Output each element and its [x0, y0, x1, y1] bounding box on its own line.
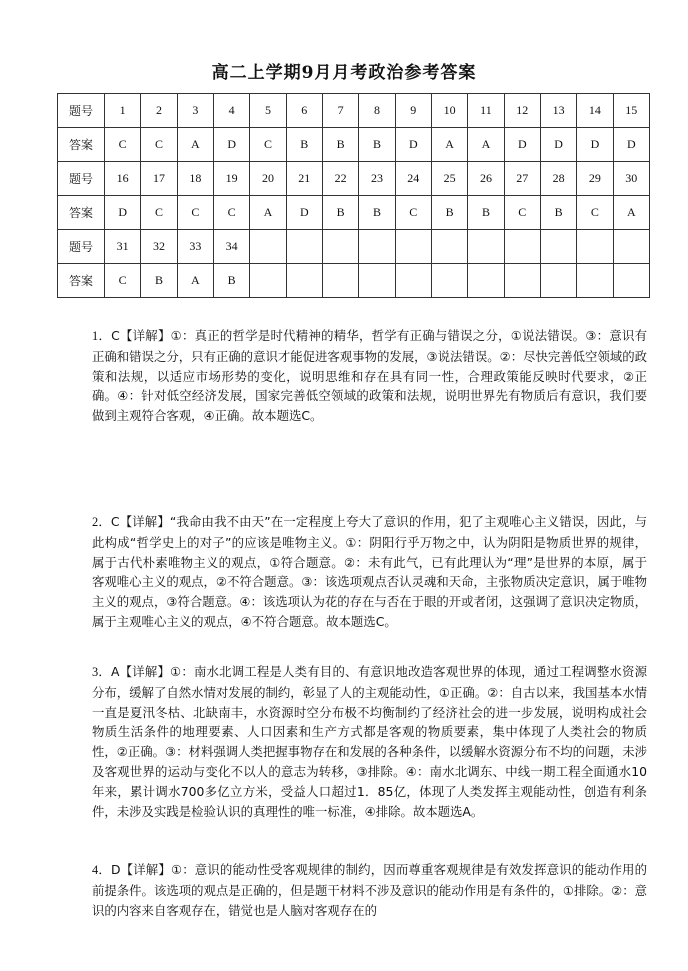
answer-table-cell [504, 264, 540, 298]
answer-table-cell: D [613, 128, 649, 162]
explanation-header: 【详解】 [119, 514, 170, 529]
answer-table-cell: 10 [431, 94, 467, 128]
answer-table-cell [286, 264, 322, 298]
answer-table-cell: B [359, 196, 395, 230]
answer-table-cell [613, 230, 649, 264]
answer-table [57, 93, 650, 298]
answer-table-cell: 2 [141, 94, 177, 128]
answer-table-cell: 24 [395, 162, 431, 196]
answer-table-cell: 4 [213, 94, 249, 128]
answer-table-cell: A [177, 128, 213, 162]
answer-table-cell: C [105, 128, 141, 162]
answer-table-cell: 13 [540, 94, 576, 128]
explanation-header: 【详解】 [119, 328, 171, 343]
answer-table-cell: D [504, 128, 540, 162]
answer-table-cell [577, 230, 613, 264]
answer-table-cell [431, 264, 467, 298]
answer-table-cell: D [286, 196, 322, 230]
row-label: 答案 [58, 196, 105, 230]
answer-table-cell [395, 230, 431, 264]
row-label: 答案 [58, 128, 105, 162]
answer-table-cell: D [395, 128, 431, 162]
answer-table-cell [359, 230, 395, 264]
answer-table-cell: 17 [141, 162, 177, 196]
answer-table-cell: C [577, 196, 613, 230]
answer-table-cell: C [141, 128, 177, 162]
answer-table-cell [250, 264, 286, 298]
explanation-number: 1． [92, 329, 112, 343]
answer-table-cell: D [213, 128, 249, 162]
answer-table-cell: 8 [359, 94, 395, 128]
answer-table-cell: 34 [213, 230, 249, 264]
answer-table-row [58, 162, 650, 196]
answer-table-cell: D [105, 196, 141, 230]
answer-table-cell: D [540, 128, 576, 162]
explanation-item-1 [92, 326, 647, 426]
explanation-text: ①：南水北调工程是人类有目的、有意识地改造客观世界的体现，通过工程调整水资源分布，缓解了自然水情对发展的制约，彰显了人的主观能动性，①正确。②：自古以来，我国基本水情一直是夏汛冬枯、北缺南丰，水资源时空分布极不均衡制约了经济社会的进一步发展，说明构成社会物质生活条件的地理要素、人口因素和生产方式都是客观的物质要素，集中体现了人类社会的物质性，②正确。③：材料强调人类把握事物存在和发展的各种条件，以缓解水资源分布不均的问题，未涉及客观世界的运动与变化不以人的意志为转移，③排除。④：南水北调东、中线一期工程全面通水10年来，累计调水700多亿立方米，受益人口超过1．85亿，体现了人类发挥主观能动性，创造有利条件，未涉及实践是检验认识的真理性的唯一标准，④排除。故本题选A。 [92, 664, 648, 819]
answer-table-cell: 31 [105, 230, 141, 264]
answer-table-cell: B [322, 196, 358, 230]
answer-table-cell: 20 [250, 162, 286, 196]
answer-table-cell: C [250, 128, 286, 162]
answer-table-row [58, 230, 650, 264]
explanation-text: “我命由我不由天”在一定程度上夸大了意识的作用，犯了主观唯心主义错误，因此，与此构成“哲学史上的对子”的应该是唯物主义。①：阴阳行乎万物之中，认为阴阳是物质世界的规律，属于古代朴素唯物主义的观点，①符合题意。②：未有此气，已有此理认为“理”是世界的本原，属于客观唯心主义的观点，②不符合题意。③：该选项观点否认灵魂和天命，主张物质决定意识，属于唯物主义的观点，③符合题意。④：该选项认为花的存在与否在于眼的开或者闭，这强调了意识决定物质，属于主观唯心主义的观点，④不符合题意。故本题选C。 [92, 514, 648, 629]
answer-table-cell: C [213, 196, 249, 230]
answer-table-cell [540, 230, 576, 264]
explanation-answer: C [110, 514, 120, 529]
explanation-answer: A [111, 664, 120, 679]
explanation-header: 【详解】 [119, 664, 171, 679]
answer-table-cell [359, 264, 395, 298]
answer-table-cell: A [177, 264, 213, 298]
answer-table-cell: B [141, 264, 177, 298]
answer-table-cell: 16 [105, 162, 141, 196]
answer-table-cell: 23 [359, 162, 395, 196]
answer-table-cell: 6 [286, 94, 322, 128]
answer-table-row [58, 128, 650, 162]
explanation-item-2 [92, 512, 647, 632]
answer-table-cell: B [540, 196, 576, 230]
row-label: 题号 [58, 230, 105, 264]
answer-table-cell [286, 230, 322, 264]
row-label: 题号 [58, 162, 105, 196]
answer-table-cell: 12 [504, 94, 540, 128]
answer-table-cell: B [322, 128, 358, 162]
answer-table-cell: B [431, 196, 467, 230]
answer-table-cell: C [177, 196, 213, 230]
answer-table-cell [468, 264, 504, 298]
answer-table-cell: 33 [177, 230, 213, 264]
answer-table-cell [504, 230, 540, 264]
answer-table-cell: 9 [395, 94, 431, 128]
answer-table-cell: 14 [577, 94, 613, 128]
answer-table-cell: 18 [177, 162, 213, 196]
answer-table-cell: 29 [577, 162, 613, 196]
answer-table-cell [395, 264, 431, 298]
answer-table-cell: B [468, 196, 504, 230]
answer-table-cell [468, 230, 504, 264]
answer-table-cell: 22 [322, 162, 358, 196]
answer-table-cell: 7 [322, 94, 358, 128]
answer-table-cell [613, 264, 649, 298]
answer-table-row [58, 94, 650, 128]
answer-table-cell: C [141, 196, 177, 230]
row-label: 题号 [58, 94, 105, 128]
answer-table-cell: 30 [613, 162, 649, 196]
answer-table-cell: 11 [468, 94, 504, 128]
answer-table-cell: 28 [540, 162, 576, 196]
explanation-answer: D [110, 862, 121, 877]
answer-table-cell: 19 [213, 162, 249, 196]
answer-table-cell: D [577, 128, 613, 162]
answer-table-cell: 25 [431, 162, 467, 196]
explanation-header: 【详解】 [120, 862, 171, 877]
answer-table-cell [250, 230, 286, 264]
explanation-answer: C [111, 328, 120, 343]
explanation-text: ①：真正的哲学是时代精神的精华，哲学有正确与错误之分，①说法错误。③：意识有正确和错误之分，只有正确的意识才能促进客观事物的发展，③说法错误。②：尽快完善低空领域的政策和法规，以适应市场形势的变化，说明思维和存在具有同一性，合理政策能反映时代要求，②正确。④：针对低空经济发展，国家完善低空领域的政策和法规，说明世界先有物质后有意识，我们要做到主观符合客观，④正确。故本题选C。 [92, 328, 648, 424]
answer-table-cell: 3 [177, 94, 213, 128]
answer-table-cell: C [105, 264, 141, 298]
answer-table-cell [322, 264, 358, 298]
explanation-text: ①：意识的能动性受客观规律的制约，因而尊重客观规律是有效发挥意识的能动作用的前提条件。该选项的观点是正确的，但是题干材料不涉及意识的能动作用是有条件的，①排除。②：意识的内容来自客观存在，错觉也是人脑对客观存在的 [92, 862, 648, 918]
answer-table-cell [540, 264, 576, 298]
answer-table-cell [322, 230, 358, 264]
answer-table-cell: B [213, 264, 249, 298]
answer-table-cell: C [504, 196, 540, 230]
explanation-number: 3． [92, 665, 111, 679]
answer-table-cell: B [359, 128, 395, 162]
explanation-item-3 [92, 662, 647, 821]
answer-table-cell: 27 [504, 162, 540, 196]
answer-table-cell: B [286, 128, 322, 162]
answer-table-cell: A [613, 196, 649, 230]
explanation-number: 4． [92, 863, 111, 877]
explanation-number: 2． [92, 515, 111, 529]
answer-table-cell: 21 [286, 162, 322, 196]
answer-table-row [58, 196, 650, 230]
answer-table-cell: 26 [468, 162, 504, 196]
answer-table-row [58, 264, 650, 298]
answer-table-cell [577, 264, 613, 298]
answer-table-cell [431, 230, 467, 264]
answer-table-cell: A [250, 196, 286, 230]
answer-table-cell: A [468, 128, 504, 162]
page-title: 高二上学期9月月考政治参考答案 [211, 63, 477, 83]
answer-table-cell: 5 [250, 94, 286, 128]
row-label: 答案 [58, 264, 105, 298]
answer-table-cell: 32 [141, 230, 177, 264]
answer-table-cell: C [395, 196, 431, 230]
answer-table-cell: 15 [613, 94, 649, 128]
answer-table-cell: 1 [105, 94, 141, 128]
answer-table-cell: A [431, 128, 467, 162]
explanation-item-4 [92, 860, 647, 920]
